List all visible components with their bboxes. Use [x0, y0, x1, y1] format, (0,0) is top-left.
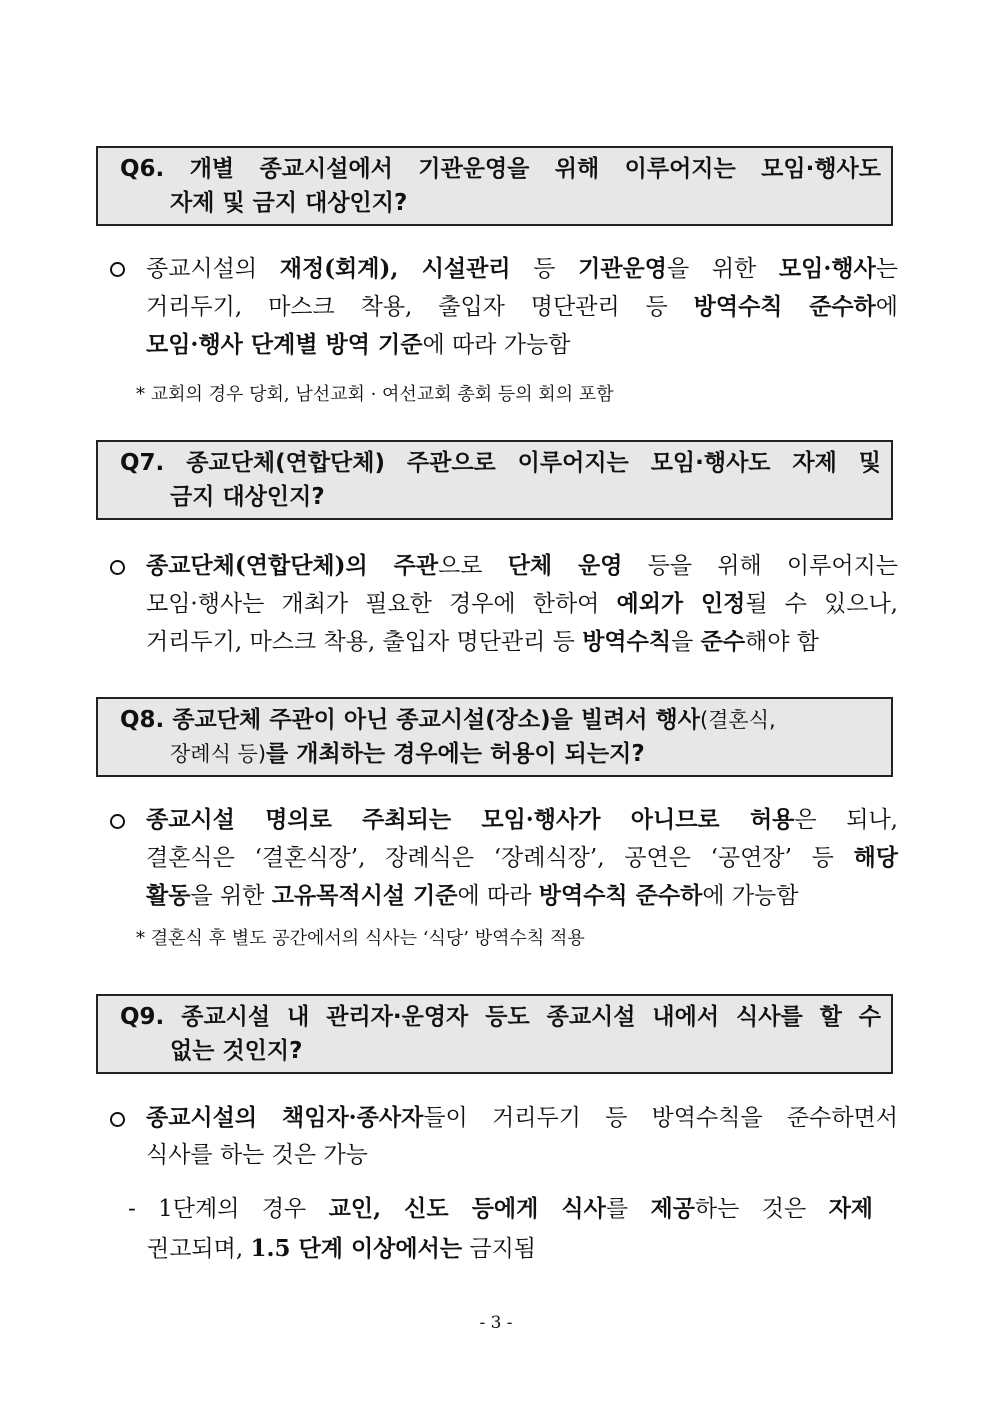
footnote-q6: * 교회의 경우 당회, 남선교회 · 여선교회 총회 등의 회의 포함 [136, 384, 614, 405]
question-title-line1 [120, 1000, 881, 1034]
question-title: 종교시설 내 관리자·운영자 등도 종교시설 내에서 식사를 할 수 [181, 1004, 881, 1030]
answer-line: 모임·행사 단계별 방역 기준에 따라 가능함 [146, 331, 571, 358]
answer-line: 종교시설 명의로 주최되는 모임·행사가 아니므로 허용은 되나, [146, 806, 898, 833]
question-title-line1 [120, 152, 881, 186]
question-title-line1 [120, 446, 881, 480]
answer-line: 종교시설의 책임자·종사자들이 거리두기 등 방역수칙을 준수하면서 [146, 1104, 898, 1131]
answer-line: 종교시설의 재정(회계), 시설관리 등 기관운영을 위한 모임·행사는 [146, 255, 899, 282]
answer-paragraph-q9 [146, 1099, 898, 1174]
sub-item-line: - 1단계의 경우 교인, 신도 등에게 식사를 제공하는 것은 자제 [128, 1195, 873, 1222]
answer-line: 결혼식은 ‘결혼식장’, 장례식은 ‘장례식장’, 공연은 ‘공연장’ 등 해당 [146, 844, 898, 871]
question-box-q7 [96, 440, 893, 520]
answer-line: 활동을 위한 고유목적시설 기준에 따라 방역수칙 준수하에 가능함 [146, 882, 799, 909]
sub-item-q9 [128, 1189, 873, 1269]
question-title: 종교단체(연합단체) 주관으로 이루어지는 모임·행사도 자제 및 [186, 450, 881, 476]
question-title: 개별 종교시설에서 기관운영을 위해 이루어지는 모임·행사도 [189, 156, 881, 182]
answer-line: 식사를 하는 것은 가능 [146, 1142, 368, 1168]
page-number: - 3 - [479, 1313, 513, 1333]
question-title-line2: 없는 것인지? [170, 1038, 303, 1064]
question-number: Q9. [120, 1004, 165, 1030]
question-box-q6 [96, 146, 893, 226]
question-title: 종교단체 주관이 아닌 종교시설(장소)을 빌려서 행사 [172, 707, 700, 733]
answer-paragraph-q6 [146, 250, 898, 364]
answer-paragraph-q7 [146, 547, 898, 661]
question-title-line1: Q8. 종교단체 주관이 아닌 종교시설(장소)을 빌려서 행사(결혼식, [120, 707, 776, 733]
sub-item-line: 권고되며, 1.5 단계 이상에서는 금지됨 [147, 1235, 537, 1262]
bullet-circle-icon [110, 262, 125, 277]
question-number: Q6. [120, 156, 165, 182]
answer-paragraph-q8 [146, 801, 898, 915]
bullet-circle-icon [110, 560, 125, 575]
question-number: Q7. [120, 450, 165, 476]
question-box-q9 [96, 994, 893, 1074]
answer-line: 거리두기, 마스크 착용, 출입자 명단관리 등 방역수칙을 준수해야 함 [146, 628, 820, 655]
answer-line: 종교단체(연합단체)의 주관으로 단체 운영 등을 위해 이루어지는 [146, 552, 899, 579]
answer-line: 거리두기, 마스크 착용, 출입자 명단관리 등 방역수칙 준수하에 [146, 293, 898, 320]
answer-line: 모임·행사는 개최가 필요한 경우에 한하여 예외가 인정될 수 있으나, [146, 590, 898, 617]
question-title-line2: 금지 대상인지? [170, 484, 325, 510]
bullet-circle-icon [110, 1112, 125, 1127]
question-title-line2: 장례식 등)를 개최하는 경우에는 허용이 되는지? [170, 741, 645, 767]
question-number: Q8. [120, 707, 165, 733]
bullet-circle-icon [110, 814, 125, 829]
footnote-q8: * 결혼식 후 별도 공간에서의 식사는 ‘식당’ 방역수칙 적용 [136, 928, 585, 949]
question-title-line2: 자제 및 금지 대상인지? [170, 190, 408, 216]
question-box-q8 [96, 697, 893, 777]
